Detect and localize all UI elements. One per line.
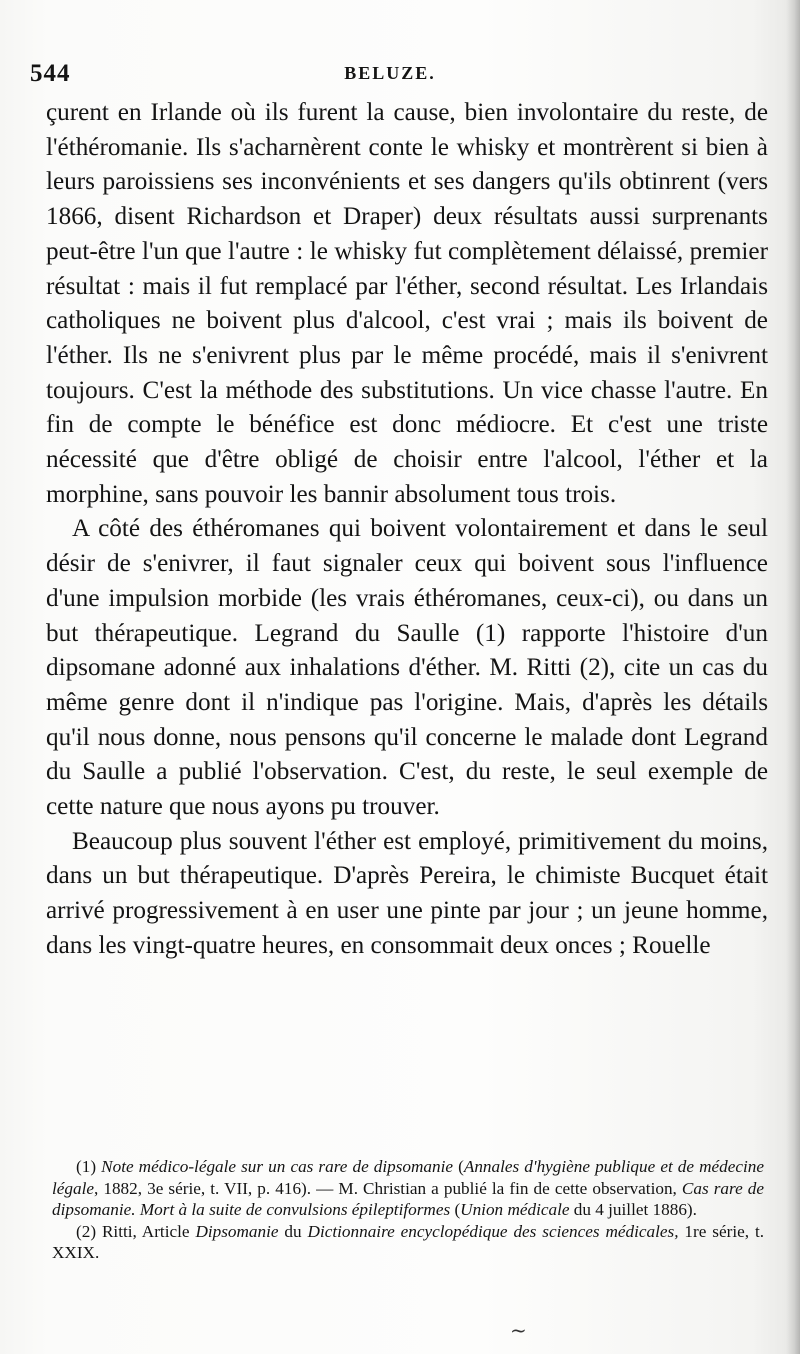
paragraph-2: A côté des éthéromanes qui boivent volontairement et dans le seul désir de s'enivrer, il faut signaler ceux qui boivent sous l'influence d'une impulsion morbide (les vrais éthéromanes, ceux-ci), ou dans un but thérapeutique. Legrand du Saulle (1) rapporte l'histoire d'un dipsomane adonné aux inhalations d'éther. M. Ritti (2), cite un cas du même genre dont il n'indique pas l'origine. Mais, d'après les détails qu'il nous donne, nous pensons qu'il concerne le malade dont Legrand du Saulle a publié l'observation. C'est, du reste, le seul exemple de cette nature que nous ayons pu trouver. (46, 515, 768, 821)
footnote-1-title2: Cas rare de dipsomanie. Mort à la suite de convulsions épileptiformes (52, 1178, 765, 1220)
footnote-1-tail: du 4 juillet 1886). (569, 1200, 697, 1220)
footnote-2-article: Dipsomanie (195, 1221, 279, 1241)
paragraph-3: Beaucoup plus souvent l'éther est employé, primitivement du moins, dans un but thérapeutique. D'après Pereira, le chimiste Bucquet était arrivé progressivement à en user une pinte par jour ; un jeune homme, dans les vingt-quatre heures, en consommait deux onces ; Rouelle (46, 827, 768, 959)
running-title: BELUZE. (344, 63, 436, 83)
ornament-mark: ~ (510, 1318, 527, 1342)
main-text (46, 96, 768, 964)
footnote-2-marker: (2) (76, 1221, 97, 1241)
footnote-1: (1) Note médico-légale sur un cas rare de dipsomanie (Annales d'hygiène publique et de médecine légale, 1882, 3e série, t. VII, p. 416). — M. Christian a publié la fin de cette observation, Cas rare de dipsomanie. Mort à la suite de convulsions épileptiformes (Union médicale du 4 juillet 1886). (52, 1157, 765, 1220)
page-number: 544 (30, 60, 71, 87)
footnotes (52, 1156, 764, 1264)
page-gutter-shadow (786, 0, 800, 1354)
footnote-1-citation: , 1882, 3e série, t. VII, p. 416). — M. Christian a publié la fin de cette observation, (94, 1178, 682, 1198)
footnote-2-tail: 1re série, t. XXIX. (52, 1221, 765, 1263)
footnote-1-journal: Annales d'hygiène publique et de médecine légale (52, 1157, 764, 1198)
footnote-2-work: Dictionnaire encyclopédique des sciences médicales, (307, 1221, 679, 1241)
footnote-2 (52, 1221, 764, 1264)
footnote-1-title: Note médico-légale sur un cas rare de dipsomanie (101, 1157, 454, 1176)
paragraph-1: çurent en Irlande où ils furent la cause, bien involontaire du reste, de l'éthéromanie. Ils s'acharnèrent conte le whisky et montrèrent si bien à leurs paroissiens ses inconvénients et ses dangers qu'ils obtinrent (vers 1866, disent Richardson et Draper) deux résultats aussi surprenants peut-être l'un que l'autre : le whisky fut complètement délaissé, premier résultat : mais il fut remplacé par l'éther, second résultat. Les Irlandais catholiques ne boivent plus d'alcool, c'est vrai ; mais ils boivent de l'éther. Ils ne s'enivrent plus par le même procédé, mais il s'enivrent toujours. C'est la méthode des substitutions. Un vice chasse l'autre. En fin de compte le bénéfice est donc médiocre. Et c'est une triste nécessité que d'être obligé de choisir entre l'alcool, l'éther et la morphine, sans pouvoir les bannir absolument tous trois. (46, 99, 768, 508)
page-header (30, 60, 750, 92)
footnote-2-lead: Ritti, Article (96, 1221, 196, 1241)
footnote-2-mid: du (278, 1221, 308, 1241)
footnote-1-journal2: Union médicale (460, 1200, 570, 1220)
footnote-1-marker: (1) (76, 1157, 97, 1176)
